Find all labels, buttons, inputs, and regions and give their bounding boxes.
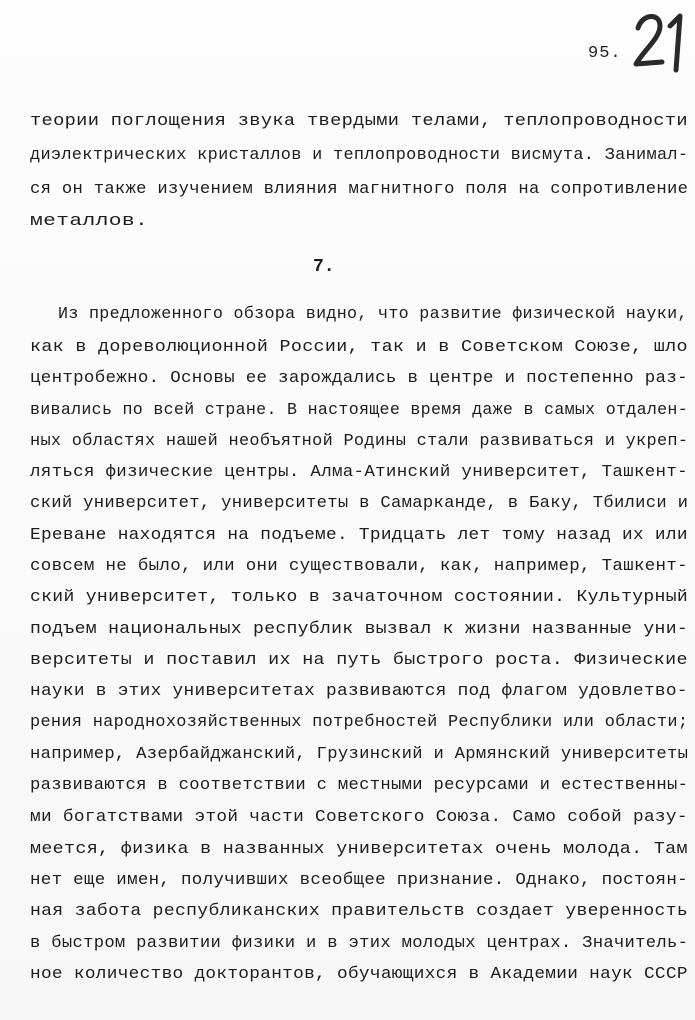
text-line: в быстром развитии физики и в этих молодых центрах. Значитель- (30, 934, 689, 953)
text-line: ский университет, университеты в Самарканде, в Баку, Тбилиси и (30, 494, 689, 513)
text-line: рения народнохозяйственных потребностей Республики или области; (30, 713, 689, 732)
text-line: например, Азербайджанский, Грузинский и Армянский университеты (30, 745, 689, 764)
text-line: диэлектрических кристаллов и теплопроводности висмута. Занимал- (30, 146, 689, 165)
text-line: ский университет, только в зачаточном состоянии. Культурный (30, 588, 689, 607)
text-line: науки в этих университетах развиваются под флагом удовлетво- (30, 682, 688, 701)
text-line: нет еще имен, получивших всеобщее признание. Однако, постоян- (30, 871, 688, 890)
section-heading: 7. (313, 257, 335, 277)
text-line: ми богатствами этой части Советского Союза. Само собой разу- (30, 808, 688, 827)
text-line: ных областях нашей необъятной Родины стали развиваться и укреп- (30, 432, 689, 451)
text-line: теории поглощения звука твердыми телами, теплопроводности (30, 112, 688, 131)
text-line: подъем национальных республик вызвал к жизни названные уни- (30, 620, 689, 639)
text-line: металлов. (30, 212, 149, 231)
page-number: 95. (588, 44, 622, 63)
text-line: развиваются в соответствии с местными ресурсами и естественны- (30, 776, 689, 795)
text-line: Ереване находятся на подъеме. Тридцать лет тому назад их или (30, 526, 688, 545)
handwritten-archive-number (630, 6, 690, 78)
text-line: вивались по всей стране. В настоящее время даже в самых отдален- (30, 401, 688, 420)
text-line: верситеты и поставил их на путь быстрого роста. Физические (30, 651, 688, 670)
text-line: совсем не было, или они существовали, как, например, Ташкент- (30, 557, 688, 576)
text-line: ное количество докторантов, обучающихся в Академии наук СССР (30, 965, 688, 984)
text-line: Из предложенного обзора видно, что развитие физической науки, (58, 305, 688, 324)
text-line: меется, физика в названных университетах очень молода. Там (30, 840, 688, 859)
text-line: центробежно. Основы ее зарождались в центре и постепенно раз- (30, 369, 688, 388)
text-line: ная забота республиканских правительств создает уверенность (30, 902, 689, 921)
text-line: ся он также изучением влияния магнитного поля на сопротивление (30, 180, 689, 199)
text-line: как в дореволюционной России, так и в Советском Союзе, шло (30, 338, 688, 357)
text-line: ляться физические центры. Алма-Атинский университет, Ташкент- (30, 463, 688, 482)
